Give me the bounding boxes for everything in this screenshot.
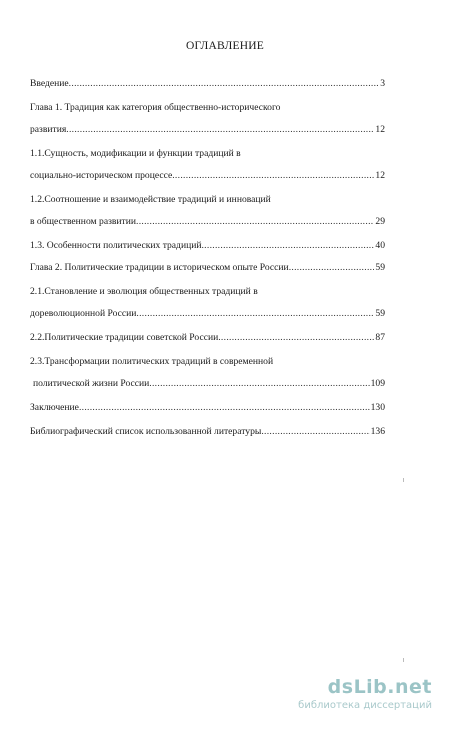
toc-entry-title: Глава 1. Традиция как категория общественно-исторического: [30, 102, 281, 113]
toc-entry-title: дореволюционной России: [30, 308, 137, 319]
toc-leader-dots: [136, 216, 374, 228]
toc-page-number: 12: [375, 170, 385, 181]
toc-leader-dots: [201, 240, 374, 252]
toc-page-number: 130: [370, 402, 385, 413]
toc-page-number: 12: [375, 124, 385, 135]
toc-entry: [30, 78, 385, 90]
toc-entry-title: 1.3. Особенности политических традиций: [30, 240, 202, 251]
toc-entry: [30, 332, 385, 344]
toc-entry-title: 1.2.Соотношение и взаимодействие традиций и инноваций: [30, 194, 271, 205]
table-of-contents: [30, 78, 385, 438]
scan-speck: [403, 478, 404, 482]
watermark-logo: dsLib.net: [327, 676, 432, 698]
toc-entry-line: [30, 308, 385, 320]
toc-entry: [30, 402, 385, 414]
toc-leader-dots: [289, 262, 375, 274]
toc-entry-line: [30, 356, 385, 368]
toc-entry-title: политической жизни России: [33, 378, 150, 389]
toc-entry-title: 1.1.Сущность, модификации и функции традиций в: [30, 148, 241, 159]
toc-entry-line: [30, 124, 385, 136]
toc-leader-dots: [66, 124, 374, 136]
toc-entry-title: 2.1.Становление и эволюция общественных традиций в: [30, 286, 258, 297]
toc-entry-line: [30, 148, 385, 160]
toc-entry-line: [30, 194, 385, 206]
scan-speck: [403, 658, 404, 662]
toc-entry-title: развития: [30, 124, 67, 135]
toc-page-number: 59: [375, 308, 385, 319]
toc-entry: [30, 426, 385, 438]
toc-entry-line: [30, 286, 385, 298]
toc-entry-title: Введение: [30, 78, 69, 89]
toc-leader-dots: [218, 332, 374, 344]
toc-page-number: 136: [370, 426, 385, 437]
watermark-subtitle: библиотека диссертаций: [298, 700, 432, 711]
toc-leader-dots: [69, 78, 380, 90]
toc-leader-dots: [261, 426, 369, 438]
toc-entry-title: 2.2.Политические традиции советской России: [30, 332, 219, 343]
toc-entry-title: социально-историческом процессе: [30, 170, 173, 181]
toc-page-number: 40: [375, 240, 385, 251]
toc-page-number: 87: [375, 332, 385, 343]
toc-entry-title: 2.3.Трансформации политических традиций в современной: [30, 356, 274, 367]
watermark: [262, 676, 432, 716]
toc-entry-line: [30, 216, 385, 228]
toc-leader-dots: [136, 308, 374, 320]
toc-page-number: 29: [375, 216, 385, 227]
toc-page-number: 59: [375, 262, 385, 273]
toc-leader-dots: [79, 402, 370, 414]
toc-entry-line: [30, 170, 385, 182]
toc-entry-title: в общественном развитии: [30, 216, 136, 227]
toc-entry-title: Заключение: [30, 402, 79, 413]
toc-entry-title: Библиографический список использованной литературы: [30, 426, 262, 437]
toc-page-number: 109: [370, 378, 385, 389]
toc-entry: [30, 240, 385, 252]
toc-leader-dots: [172, 170, 374, 182]
toc-entry: [30, 262, 385, 274]
toc-entry-line: [30, 378, 385, 390]
toc-leader-dots: [149, 378, 369, 390]
page-title: ОГЛАВЛЕНИЕ: [186, 40, 264, 52]
toc-entry-title: Глава 2. Политические традиции в историческом опыте России: [30, 262, 289, 273]
toc-entry-line: [30, 102, 385, 114]
toc-page-number: 3: [380, 78, 385, 89]
